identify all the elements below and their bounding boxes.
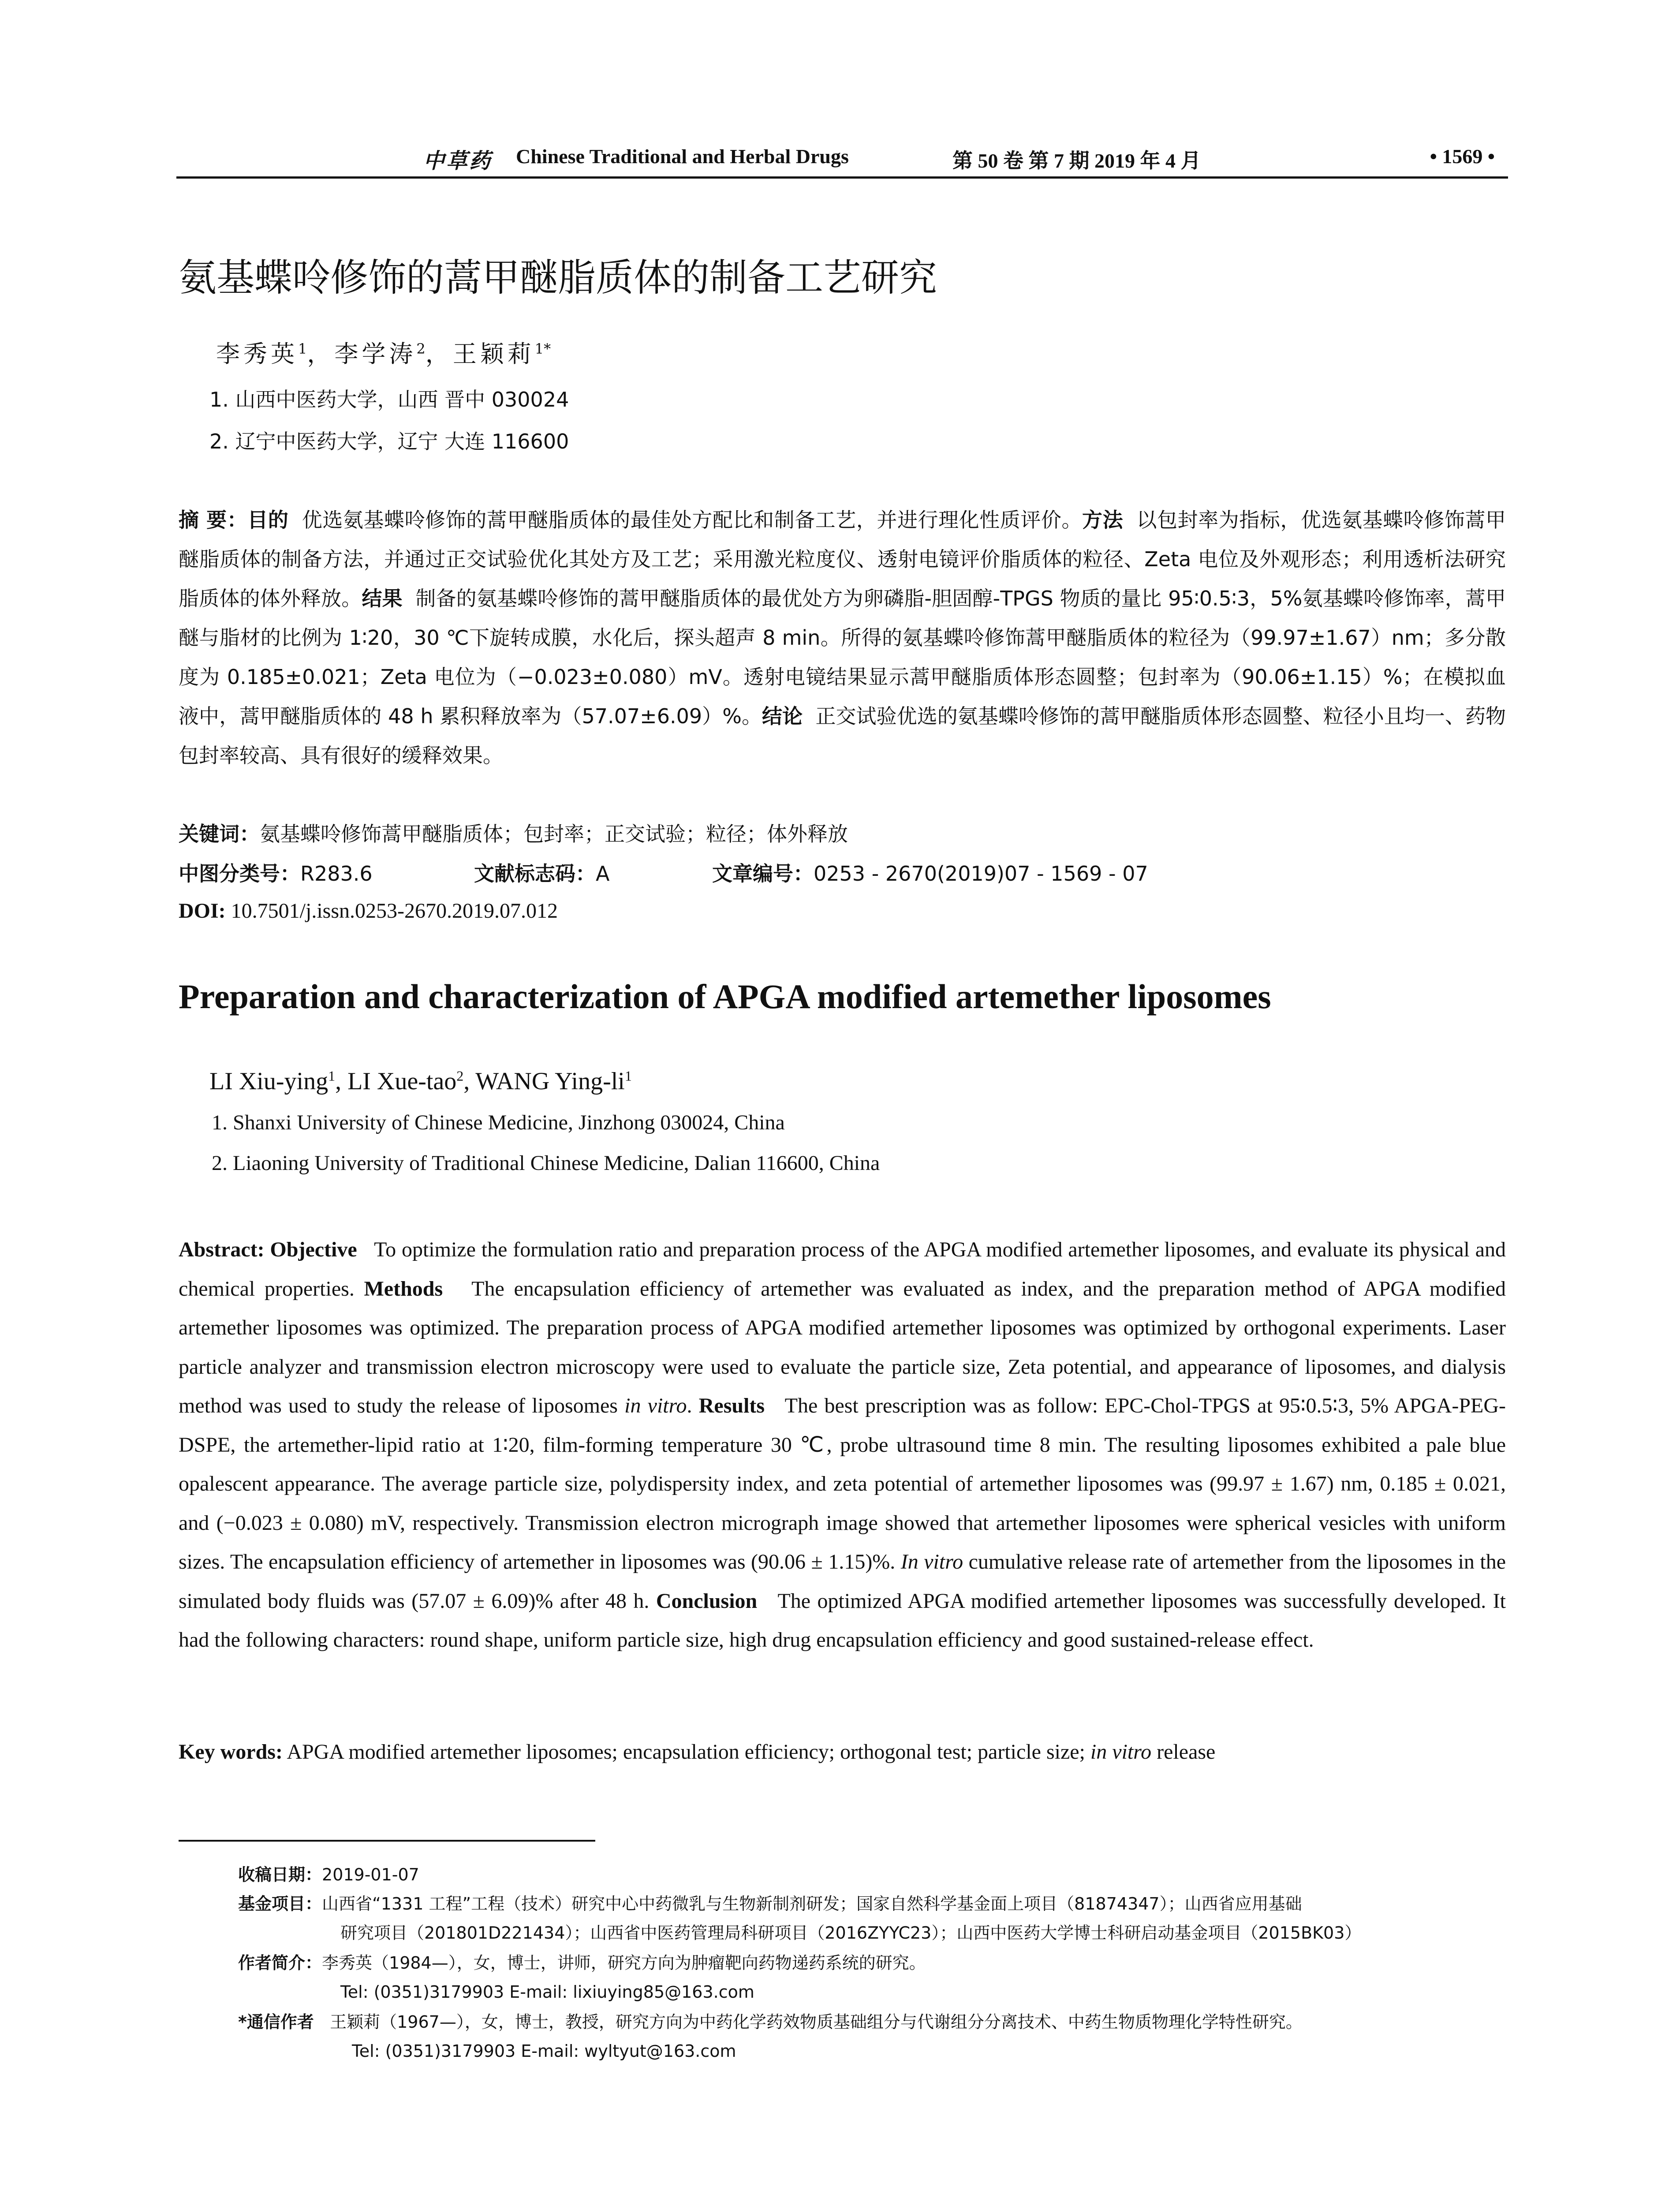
fund-line: 山西省“1331 工程”工程（技术）研究中心中药微乳与生物新制剂研发；国家自然科学基金面上项目（81874347）；山西省应用基础 [322,1894,1302,1913]
en-keywords-text: APGA modified artemether liposomes; encapsulation efficiency; orthogonal test; particle size; [287,1740,1085,1764]
en-author-sup: 1 [624,1068,632,1084]
doi-line [179,899,558,923]
issue-info: 第 50 卷 第 7 期 2019 年 4 月 [952,149,1201,172]
cn-author-sup: 1 [298,340,307,357]
footnote-corresponding [238,2007,1508,2066]
footnote-received [238,1860,1508,1889]
cn-abstract-lead: 摘 要： [179,508,248,532]
en-conclusion-label: Conclusion [656,1589,758,1613]
en-affiliation: 2. Liaoning University of Traditional Chinese Medicine, Dalian 116600, China [212,1151,880,1175]
footnote-rule [179,1840,595,1842]
cn-abstract [179,501,1506,775]
cn-author-name: 王颖莉 [452,340,535,368]
author-bio-label: 作者简介： [238,1953,322,1973]
doi-link[interactable]: 10.7501/j.issn.0253-2670.2019.07.012 [231,899,558,923]
running-header [176,140,1508,176]
fund-label: 基金项目： [238,1894,322,1913]
journal-name: Chinese Traditional and Herbal Drugs [516,145,849,168]
corresponding-bio: 王颖莉（1967—），女，博士，教授，研究方向为中药化学药效物质基础组分与代谢组分分离技术、中药生物质物理化学特性研究。 [330,2012,1303,2032]
fund-line: 研究项目（201801D221434）；山西省中医药管理局科研项目（2016ZYYC23）；山西中医药大学博士科研启动基金项目（2015BK03） [340,1923,1362,1943]
en-methods-label: Methods [364,1277,443,1301]
cn-author-name: 李学涛 [334,340,417,368]
cn-methods-label: 方法 [1082,508,1124,532]
cn-author-sup: 1* [534,340,551,357]
en-objective-label: Abstract: Objective [179,1238,357,1261]
en-keywords-end: release [1157,1740,1216,1764]
en-keywords-label: Key words: [179,1740,283,1764]
corresponding-contact: Tel: (0351)3179903 E-mail: wyltyut@163.com [352,2041,736,2061]
journal-logo: 中草药 [423,149,493,173]
en-objective-text: To optimize the formulation ratio and preparation process of the APGA modified artemether liposomes, and evaluate its physical and chemical properties. [179,1238,1506,1301]
cn-author-sup: 2 [416,340,426,357]
cn-conclusion-label: 结论 [762,704,803,728]
en-author-name: WANG Ying-li [475,1068,625,1095]
en-results-text: The best prescription was as follow: EPC-Chol-TPGS at 95∶0.5∶3, 5% APGA-PEG-DSPE, the artemether-lipid ratio at 1∶20, film-forming temperature 30 ℃, probe ultrasound time 8 min. The resulting liposomes exhibited a pale blue opalescent appearance. The average particle size, polydispersity index, and zeta potential of artemether liposomes was (99.97 ± 1.67) nm, 0.185 ± 0.021, and (−0.023 ± 0.080) mV, respectively. Transmission electron micrograph image showed that artemether liposomes were spherical vesicles with uniform sizes. The encapsulation efficiency of artemether in liposomes was (90.06 ± 1.15)%. [179,1394,1506,1573]
footnote-author [238,1948,1508,2007]
en-author-name: LI Xiu-ying [209,1068,329,1095]
en-methods-italic: in vitro [624,1394,687,1417]
cn-keywords [179,818,848,847]
cn-author-name: 李秀英 [216,340,298,368]
cn-doccode-label: 文献标志码： [474,862,596,886]
en-methods-end: . [687,1394,692,1417]
en-conclusion-text: The optimized APGA modified artemether liposomes was successfully developed. It had the following characters: round shape, uniform particle size, high drug encapsulation efficiency and good sustained-release effect. [179,1589,1506,1652]
cn-class-value: R283.6 [300,862,373,886]
en-results-italic: In vitro [900,1550,963,1573]
cn-class-label: 中图分类号： [179,862,300,886]
cn-classification-line [179,858,1501,887]
cn-doccode-value: A [596,862,610,886]
corresponding-label: *通信作者 [238,2012,314,2032]
cn-objective-label: 目的 [247,508,289,532]
cn-keywords-label: 关键词： [179,822,260,846]
author-contact: Tel: (0351)3179903 E-mail: lixiuying85@163.com [340,1982,754,2002]
cn-keywords-text: 氨基蝶呤修饰蒿甲醚脂质体；包封率；正交试验；粒径；体外释放 [260,822,848,846]
cn-results-text: 制备的氨基蝶呤修饰的蒿甲醚脂质体的最优处方为卵磷脂-胆固醇-TPGS 物质的量比 95∶0.5∶3，5%氨基蝶呤修饰率，蒿甲醚与脂材的比例为 1∶20，30 ℃下旋转成膜，水化后，探头超声 8 min。所得的氨基蝶呤修饰蒿甲醚脂质体的粒径为（99.97±1.67）nm；多分散度为 0.185±0.021；Zeta 电位为（−0.023±0.080）mV。透射电镜结果显示蒿甲醚脂质体形态圆整；包封率为（90.06±1.15）%；在模拟血液中，蒿甲醚脂质体的 48 h 累积释放率为（57.07±6.09）%。 [179,587,1506,728]
cn-title: 氨基蝶呤修饰的蒿甲醚脂质体的制备工艺研究 [179,256,937,300]
en-author-name: LI Xue-tao [347,1068,457,1095]
cn-results-label: 结果 [362,587,403,610]
en-methods-text: The encapsulation efficiency of artemether was evaluated as index, and the preparation method of APGA modified artemether liposomes was optimized. The preparation process of APGA modified artemether liposomes was optimized by orthogonal experiments. Laser particle analyzer and transmission electron microscopy were used to evaluate the particle size, Zeta potential, and appearance of liposomes, and dialysis method was used to study the release of liposomes [179,1277,1506,1417]
cn-conclusion-text: 正交试验优选的氨基蝶呤修饰的蒿甲醚脂质体形态圆整、粒径小且均一、药物包封率较高、具有很好的缓释效果。 [179,704,1506,767]
cn-objective-text: 优选氨基蝶呤修饰的蒿甲醚脂质体的最佳处方配比和制备工艺，并进行理化性质评价。 [302,508,1083,532]
cn-affiliation: 2. 辽宁中医药大学，辽宁 大连 116600 [209,430,569,453]
footnote-fund [238,1889,1508,1947]
en-keywords [179,1740,1215,1764]
author-bio: 李秀英（1984—），女，博士，讲师，研究方向为肿瘤靶向药物递药系统的研究。 [322,1953,926,1973]
en-results-label: Results [698,1394,765,1417]
en-authors: LI Xiu-ying$^1$, LI Xue-tao$^2$, WANG Ying-$li^1$ [209,1068,632,1095]
en-affiliation: 1. Shanxi University of Chinese Medicine, Jinzhong 030024, China [212,1111,785,1134]
en-title: Preparation and characterization of APGA modified artemether liposomes [179,977,1271,1016]
cn-article-label: 文章编号： [712,862,814,886]
en-keywords-italic: in vitro [1090,1740,1152,1764]
received-date: 2019-01-07 [322,1865,419,1884]
header-rule [176,176,1508,179]
doi-label: DOI: [179,899,226,923]
en-abstract [179,1230,1506,1660]
cn-authors: 李秀英$^1$，李学涛$^2$，王颖莉$^{1*}$ [216,340,551,368]
cn-article-value: 0253 - 2670(2019)07 - 1569 - 07 [814,862,1148,886]
received-label: 收稿日期： [238,1865,322,1884]
en-author-sup: 2 [456,1068,464,1084]
page-number: • 1569 • [1430,145,1495,168]
en-results-end: cumulative release rate of artemether from the liposomes in the simulated body fluids was (57.07 ± 6.09)% after 48 h. [179,1550,1506,1613]
cn-affiliation: 1. 山西中医药大学，山西 晋中 030024 [209,388,569,411]
en-author-sup: 1 [328,1068,336,1084]
cn-methods-text: 以包封率为指标，优选氨基蝶呤修饰蒿甲醚脂质体的制备方法，并通过正交试验优化其处方及工艺；采用激光粒度仪、透射电镜评价脂质体的粒径、Zeta 电位及外观形态；利用透析法研究脂质体的体外释放。 [179,508,1506,610]
